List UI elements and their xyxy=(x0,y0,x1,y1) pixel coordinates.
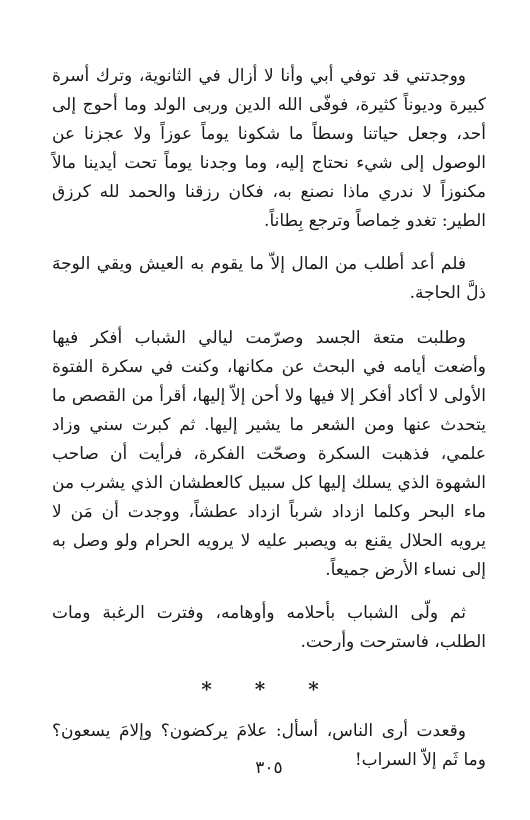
paragraph-father-death: ووجدتني قد توفي أبي وأنا لا أزال في الثانوية، وترك أسرة كبيرة وديوناً كثيرة، فوفّى الله الدين وربى الولد وما أحوج إلى أحد، وجعل حياتنا وسطاً ما شكونا يوماً عوزاً ولا عجزنا عن الوصول إلى شيء نحتاج إليه، وما وجدنا يوماً تحت أيدينا مالاً مكنوزاً لا ندري ماذا نصنع به، فكان رزقنا والحمد لله كرزق الطير: تغدو خِماصاً وترجع بِطاناً. xyxy=(52,66,486,231)
paragraph-watching-people: وقعدت أرى الناس، أسأل: علامَ يركضون؟ وإلامَ يسعون؟ وما ثَم إلاّ السراب! xyxy=(52,721,486,770)
book-page xyxy=(52,44,486,784)
section-separator: * * * xyxy=(201,677,337,701)
page-number: ٣٠٥ xyxy=(255,758,283,778)
paragraph-wealth: فلم أعد أطلب من المال إلاّ ما يقوم به العيش ويقي الوجهَ ذلَّ الحاجة. xyxy=(52,254,486,303)
paragraph-youth-passed: ثم ولّى الشباب بأحلامه وأوهامه، وفترت الرغبة ومات الطلب، فاسترحت وأرحت. xyxy=(52,603,486,652)
paragraph-pleasure: وطلبت متعة الجسد وصرّمت ليالي الشباب أفكر فيها وأضعت أيامه في البحث عن مكانها، وكنت في سكرة الفتوة الأولى لا أكاد أفكر إلا فيها ولا أحن إلاّ إليها، أقرأ من القصص ما يتحدث عنها ومن الشعر ما يشير إليها. ثم كبرت سني وزاد علمي، فذهبت السكرة وصحّت الفكرة، فرأيت أن صاحب الشهوة الذي يسلك إليها كل سبيل كالعطشان الذي يشرب من ماء البحر وكلما ازداد شرباً ازداد عطشاً، ووجدت أن مَن لا يرويه الحلال يقنع به ويصبر عليه لا يرويه الحرام ولو وصل به إلى نساء الأرض جميعاً. xyxy=(52,328,486,580)
